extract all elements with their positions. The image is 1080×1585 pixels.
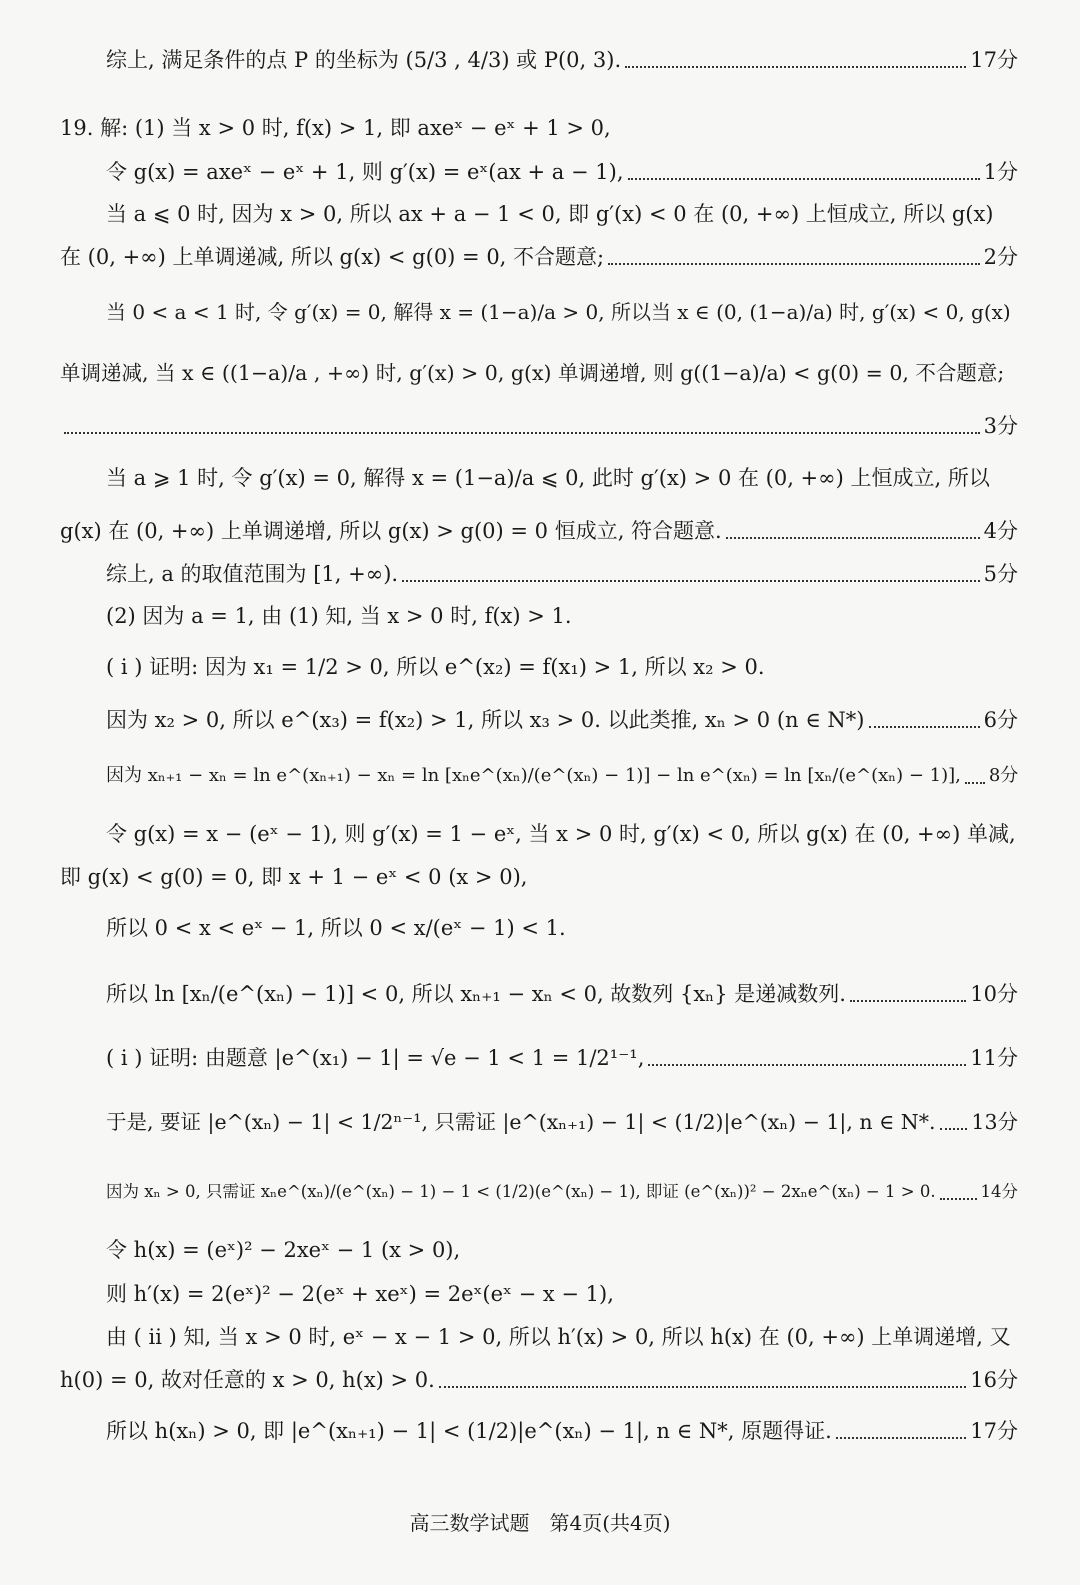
line-text: 当 0 < a < 1 时, 令 g′(x) = 0, 解得 x = (1−a)/a > 0, 所以当 x ∈ (0, (1−a)/a) 时, g′(x) < 0, g(x) — [106, 300, 1011, 324]
text-line — [60, 861, 1018, 893]
leader-dots — [439, 1386, 966, 1388]
text-line — [106, 1042, 1018, 1074]
line-text: ( i ) 证明: 因为 x₁ = 1/2 > 0, 所以 e^(x₂) = f(x₁) > 1, 所以 x₂ > 0. — [106, 655, 765, 679]
score-label: 5分 — [983, 562, 1018, 586]
line-text: 由 ( ii ) 知, 当 x > 0 时, eˣ − x − 1 > 0, 所以 h′(x) > 0, 所以 h(x) 在 (0, +∞) 上单调递增, 又 — [106, 1325, 1011, 1349]
text-line — [106, 1176, 1018, 1208]
text-line — [106, 818, 1018, 850]
line-text: 所以 0 < x < eˣ − 1, 所以 0 < x/(eˣ − 1) < 1. — [106, 916, 566, 940]
line-text: 因为 xₙ > 0, 只需证 xₙe^(xₙ)/(e^(xₙ) − 1) − 1 < (1/2)(e^(xₙ) − 1), 即证 (e^(xₙ))² − 2xₙe^(xₙ) − 1 > 0. — [106, 1182, 936, 1201]
text-line — [106, 1278, 1018, 1310]
line-text: 在 (0, +∞) 上单调递减, 所以 g(x) < g(0) = 0, 不合题意; — [60, 245, 605, 269]
text-line — [106, 1415, 1018, 1447]
line-text: 令 g(x) = x − (eˣ − 1), 则 g′(x) = 1 − eˣ, 当 x > 0 时, g′(x) < 0, 所以 g(x) 在 (0, +∞) 单减, — [106, 822, 1016, 846]
line-text: 当 a ⩽ 0 时, 因为 x > 0, 所以 ax + a − 1 < 0, 即 g′(x) < 0 在 (0, +∞) 上恒成立, 所以 g(x) — [106, 202, 994, 226]
leader-dots — [608, 263, 980, 265]
text-line — [106, 1234, 1018, 1266]
leader-dots — [836, 1437, 967, 1439]
score-label: 11分 — [970, 1046, 1018, 1070]
text-line — [106, 600, 1018, 632]
text-line — [106, 156, 1018, 188]
text-line — [106, 651, 1018, 683]
text-line — [106, 296, 1018, 328]
line-text: 令 g(x) = axeˣ − eˣ + 1, 则 g′(x) = eˣ(ax + a − 1), — [106, 160, 624, 184]
line-text: 因为 x₂ > 0, 所以 e^(x₃) = f(x₂) > 1, 所以 x₃ > 0. 以此类推, xₙ > 0 (n ∈ N*) — [106, 708, 865, 732]
leader-dots — [869, 726, 980, 728]
text-line — [60, 410, 1018, 442]
line-text: (2) 因为 a = 1, 由 (1) 知, 当 x > 0 时, f(x) > 1. — [106, 604, 572, 628]
score-label: 6分 — [983, 708, 1018, 732]
score-label: 3分 — [983, 414, 1018, 438]
leader-dots — [726, 537, 980, 539]
line-text: 即 g(x) < g(0) = 0, 即 x + 1 − eˣ < 0 (x > 0), — [60, 865, 528, 889]
text-line — [106, 44, 1018, 76]
text-line — [106, 704, 1018, 736]
text-line — [60, 357, 1018, 389]
leader-dots — [402, 580, 980, 582]
score-label: 17分 — [970, 1419, 1018, 1443]
text-line — [106, 1321, 1018, 1353]
score-label: 16分 — [970, 1368, 1018, 1392]
leader-dots — [940, 1198, 977, 1200]
score-label: 13分 — [971, 1110, 1018, 1134]
leader-dots — [64, 432, 980, 434]
line-text: 因为 xₙ₊₁ − xₙ = ln e^(xₙ₊₁) − xₙ = ln [xₙe^(xₙ)/(e^(xₙ) − 1)] − ln e^(xₙ) = ln [xₙ/(e^(xₙ) − 1)], — [106, 765, 961, 786]
score-label: 8分 — [988, 765, 1019, 786]
leader-dots — [850, 1000, 966, 1002]
line-text: 于是, 要证 |e^(xₙ) − 1| < 1/2ⁿ⁻¹, 只需证 |e^(xₙ₊₁) − 1| < (1/2)|e^(xₙ) − 1|, n ∈ N*. — [106, 1110, 936, 1134]
line-text: g(x) 在 (0, +∞) 上单调递增, 所以 g(x) > g(0) = 0 恒成立, 符合题意. — [60, 519, 722, 543]
text-line — [106, 198, 1018, 230]
leader-dots — [625, 66, 966, 68]
text-line — [60, 515, 1018, 547]
score-label: 4分 — [983, 519, 1018, 543]
line-text: h(0) = 0, 故对任意的 x > 0, h(x) > 0. — [60, 1368, 435, 1392]
score-label: 14分 — [980, 1182, 1018, 1201]
line-text: 当 a ⩾ 1 时, 令 g′(x) = 0, 解得 x = (1−a)/a ⩽ 0, 此时 g′(x) > 0 在 (0, +∞) 上恒成立, 所以 — [106, 466, 990, 490]
text-line — [106, 1106, 1018, 1138]
leader-dots — [628, 178, 980, 180]
score-label: 10分 — [970, 982, 1018, 1006]
leader-dots — [965, 782, 985, 784]
text-line — [106, 558, 1018, 590]
line-text: ( i ) 证明: 由题意 |e^(x₁) − 1| = √e − 1 < 1 = 1/2¹⁻¹, — [106, 1046, 645, 1070]
line-text: 19. 解: (1) 当 x > 0 时, f(x) > 1, 即 axeˣ − eˣ + 1 > 0, — [60, 116, 611, 140]
line-text: 所以 h(xₙ) > 0, 即 |e^(xₙ₊₁) − 1| < (1/2)|e^(xₙ) − 1|, n ∈ N*, 原题得证. — [106, 1419, 832, 1443]
text-line — [106, 912, 1018, 944]
text-line — [60, 112, 1018, 144]
line-text: 所以 ln [xₙ/(e^(xₙ) − 1)] < 0, 所以 xₙ₊₁ − xₙ < 0, 故数列 {xₙ} 是递减数列. — [106, 982, 846, 1006]
leader-dots — [940, 1128, 968, 1130]
page-footer: 高三数学试题 第4页(共4页) — [409, 1511, 671, 1535]
text-line — [106, 760, 1018, 792]
score-label: 1分 — [983, 160, 1018, 184]
text-line — [106, 462, 1018, 494]
line-text: 综上, a 的取值范围为 [1, +∞). — [106, 562, 399, 586]
score-label: 2分 — [983, 245, 1018, 269]
line-text: 综上, 满足条件的点 P 的坐标为 (5/3 , 4/3) 或 P(0, 3). — [106, 48, 622, 72]
text-line — [60, 1364, 1018, 1396]
leader-dots — [648, 1064, 966, 1066]
line-text: 单调递减, 当 x ∈ ((1−a)/a , +∞) 时, g′(x) > 0, g(x) 单调递增, 则 g((1−a)/a) < g(0) = 0, 不合题意; — [60, 361, 1005, 385]
line-text: 令 h(x) = (eˣ)² − 2xeˣ − 1 (x > 0), — [106, 1238, 461, 1262]
score-label: 17分 — [970, 48, 1018, 72]
text-line — [106, 978, 1018, 1010]
text-line — [60, 241, 1018, 273]
line-text: 则 h′(x) = 2(eˣ)² − 2(eˣ + xeˣ) = 2eˣ(eˣ − x − 1), — [106, 1282, 614, 1306]
